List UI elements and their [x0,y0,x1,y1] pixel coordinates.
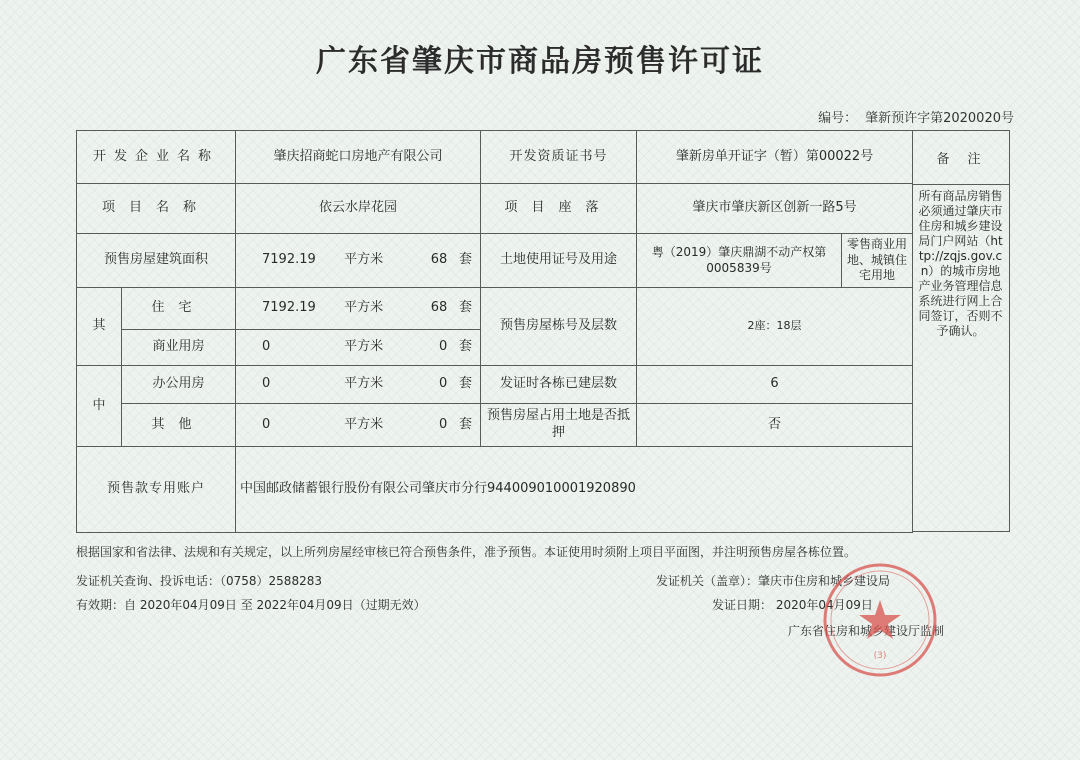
breakdown-value-residential [236,288,481,330]
developer-value: 肇庆招商蛇口房地产有限公司 [236,131,481,184]
qualification-value: 肇新房单开证字（暂）第00022号 [637,131,913,184]
land-cert-label: 土地使用证号及用途 [481,234,637,288]
presale-area-value [236,234,481,288]
notes-text: 所有商品房销售必须通过肇庆市住房和城乡建设局门户网站（http://zqjs.gov.cn）的城市房地产业务管理信息系统进行网上合同签订，否则不予确认。 [918,189,1003,338]
of-which-label-top: 其 [77,288,122,366]
breakdown-count: 0 [439,376,448,392]
issue-date: 发证日期： 2020年04月09日 [712,598,873,612]
official-seal-stamp [820,560,940,680]
mortgage-label: 预售房屋占用土地是否抵押 [481,404,637,447]
developer-label: 开发企业名称 [77,131,236,184]
land-use-value: 零售商业用地、城镇住宅用地 [842,234,913,288]
serial-number [818,107,1014,126]
presale-area-label: 预售房屋建筑面积 [77,234,236,288]
mortgage-value: 否 [637,404,913,447]
breakdown-count-unit: 套 [458,300,472,316]
serial-label: 编号： [818,111,858,126]
legal-statement: 根据国家和省法律、法规和有关规定，以上所列房屋经审核已符合预售条件，准予预售。本证使用时须附上项目平面图，并注明预售房屋各栋位置。 [76,545,857,559]
permit-table [76,130,913,533]
built-floors-value: 6 [637,366,913,404]
breakdown-count: 0 [439,416,448,432]
complaint-hotline: 发证机关查询、投诉电话：（0758）2588283 [76,574,322,588]
supervisor: 广东省住房和城乡建设厅监制 [788,624,945,638]
presale-area-number: 7192.19 [262,252,316,268]
breakdown-value-commercial [236,330,481,366]
land-cert-value: 粤（2019）肇庆鼎湖不动产权第0005839号 [637,234,842,288]
account-label: 预售款专用账户 [77,447,236,533]
presale-area-count-unit: 套 [458,252,472,268]
validity-period: 有效期：自 2020年04月09日 至 2022年04月09日（过期无效） [76,598,426,612]
certificate-title: 广东省肇庆市商品房预售许可证 [316,44,764,79]
breakdown-label-other: 其他 [122,404,236,447]
breakdown-area: 0 [262,339,271,355]
presale-area-count: 68 [430,252,448,268]
location-value: 肇庆市肇庆新区创新一路5号 [637,184,913,234]
breakdown-label-commercial: 商业用房 [122,330,236,366]
breakdown-unit: 平方米 [344,300,384,316]
presale-area-unit: 平方米 [344,252,384,268]
breakdown-area: 0 [262,376,271,392]
project-value: 依云水岸花园 [236,184,481,234]
serial-value: 肇新预许字第2020020号 [865,111,1014,126]
notes-label: 备注 [912,131,1009,185]
breakdown-count-unit: 套 [458,416,472,432]
breakdown-label-office: 办公用房 [122,366,236,404]
of-which-label-bottom: 中 [77,366,122,447]
building-label: 预售房屋栋号及层数 [481,288,637,366]
notes-column [912,130,1010,532]
location-label: 项目座落 [481,184,637,234]
breakdown-count: 68 [430,300,448,316]
breakdown-value-other [236,404,481,447]
breakdown-unit: 平方米 [344,416,384,432]
breakdown-count-unit: 套 [458,339,472,355]
breakdown-label-residential: 住宅 [122,288,236,330]
qualification-label: 开发资质证书号 [481,131,637,184]
breakdown-area: 0 [262,416,271,432]
project-label: 项目名称 [77,184,236,234]
breakdown-value-office [236,366,481,404]
svg-text:(3): (3) [873,651,887,661]
breakdown-unit: 平方米 [344,339,384,355]
building-value: 2座：18层 [637,288,913,366]
breakdown-area: 7192.19 [262,300,316,316]
breakdown-unit: 平方米 [344,376,384,392]
breakdown-count: 0 [439,339,448,355]
built-floors-label: 发证时各栋已建层数 [481,366,637,404]
breakdown-count-unit: 套 [458,376,472,392]
account-value: 中国邮政储蓄银行股份有限公司肇庆市分行944009010001920890 [236,447,913,533]
issuing-authority: 发证机关（盖章）：肇庆市住房和城乡建设局 [656,574,891,588]
